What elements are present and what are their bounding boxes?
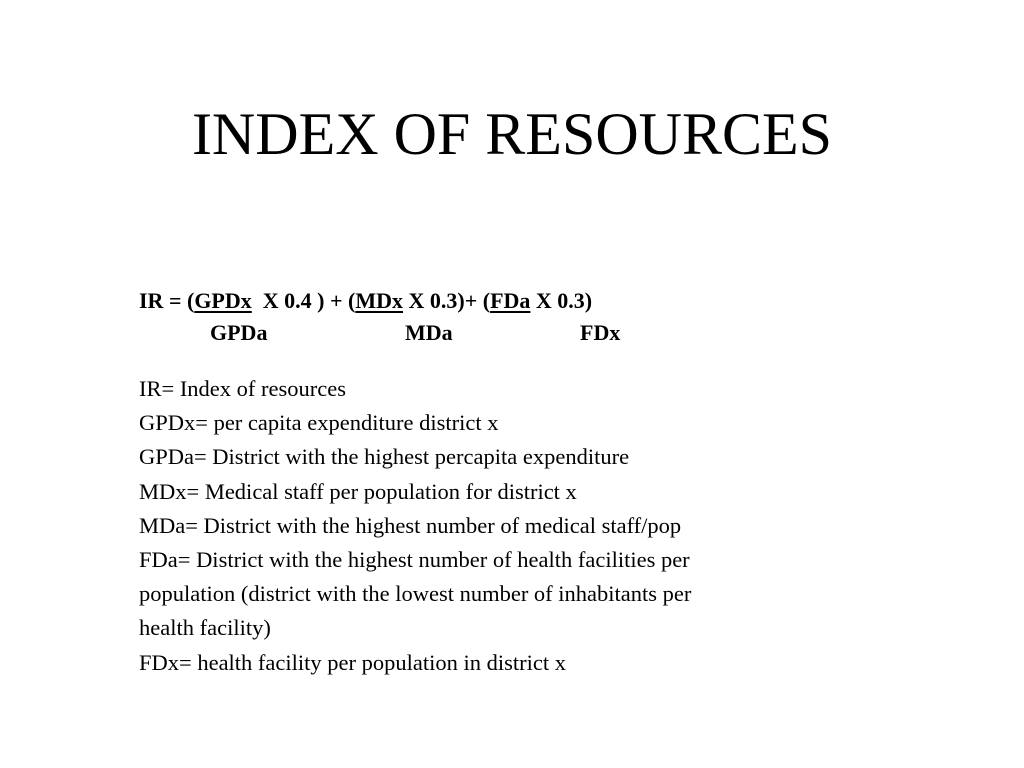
- definition-line: FDx= health facility per population in district x: [139, 649, 566, 675]
- slide-title: INDEX OF RESOURCES: [191, 101, 833, 167]
- definition-line: MDa= District with the highest number of medical staff/pop: [139, 512, 682, 538]
- index-formula: [139, 286, 621, 350]
- formula-mdx: MDx: [355, 288, 403, 313]
- formula-mda: MDa: [405, 320, 453, 345]
- definition-line: FDa= District with the highest number of health facilities per: [139, 547, 690, 573]
- formula-gpda: GPDa: [210, 320, 268, 345]
- definition-line: IR= Index of resources: [139, 376, 346, 401]
- formula-term3-rest: X 0.3): [530, 288, 593, 313]
- definition-line: MDx= Medical staff per population for district x: [139, 478, 577, 504]
- formula-fda: FDa: [490, 288, 531, 313]
- definition-line: GPDx= per capita expenditure district x: [139, 410, 499, 436]
- formula-term1-rest: X 0.4 ) + (: [251, 288, 356, 313]
- definition-line: health facility): [139, 615, 271, 641]
- formula-fdx: FDx: [580, 320, 621, 345]
- formula-prefix: IR = (: [139, 288, 195, 313]
- formula-gpdx: GPDx: [194, 288, 252, 313]
- definition-line: GPDa= District with the highest percapita expenditure: [139, 444, 630, 470]
- definition-line: population (district with the lowest number of inhabitants per: [139, 581, 692, 607]
- definitions-list: [139, 372, 859, 680]
- formula-term2-rest: X 0.3)+ (: [403, 288, 491, 313]
- formula-denominator-line: [139, 318, 621, 350]
- formula-numerator-line: [139, 286, 592, 318]
